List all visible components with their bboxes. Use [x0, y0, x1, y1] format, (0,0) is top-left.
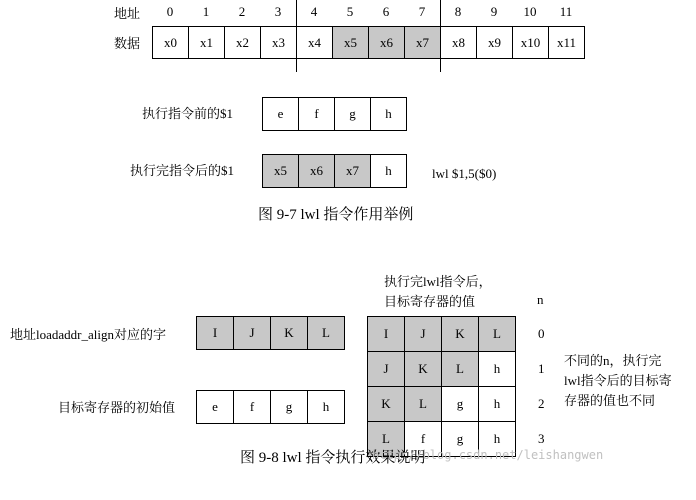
result-byte-cell: J	[367, 351, 405, 387]
memory-byte-cell: x0	[152, 26, 189, 59]
address-number: 1	[202, 4, 210, 19]
figure-9-7-caption: 图 9-7 lwl 指令作用举例	[258, 207, 414, 223]
instruction-text: lwl $1,5($0)	[432, 166, 497, 181]
n-value: 3	[538, 431, 545, 446]
before-register-byte: f	[298, 97, 335, 131]
note-line1: 不同的n，执行完	[564, 353, 662, 368]
after-register-byte: h	[370, 154, 407, 188]
result-byte-cell: g	[441, 421, 479, 457]
memory-byte-cell: x5	[332, 26, 369, 59]
figure-9-8-caption: 图 9-8 lwl 指令执行效果说明	[240, 450, 426, 466]
result-byte-cell: L	[478, 316, 516, 352]
result-title-line1: 执行完lwl指令后，	[384, 274, 492, 289]
initial-value-byte: e	[196, 390, 234, 424]
result-byte-cell: f	[404, 421, 442, 457]
n-value: 2	[538, 396, 545, 411]
memory-byte-cell: x9	[476, 26, 513, 59]
result-byte-cell: K	[441, 316, 479, 352]
address-number: 9	[490, 4, 498, 19]
address-row-label: 地址	[114, 6, 141, 21]
after-register-byte: x7	[334, 154, 371, 188]
initial-value-byte: g	[270, 390, 308, 424]
aligned-word-byte: J	[233, 316, 271, 350]
memory-byte-cell: x7	[404, 26, 441, 59]
watermark: http://blog.csdn.net/leishangwen	[372, 448, 604, 462]
result-byte-cell: h	[478, 386, 516, 422]
memory-byte-cell: x11	[548, 26, 585, 59]
after-register-byte: x5	[262, 154, 299, 188]
after-register-label: 执行完指令后的$1	[130, 163, 235, 178]
address-number: 4	[310, 4, 318, 19]
address-number: 8	[454, 4, 462, 19]
memory-byte-cell: x4	[296, 26, 333, 59]
initial-value-label: 目标寄存器的初始值	[58, 400, 176, 415]
memory-byte-cell: x2	[224, 26, 261, 59]
memory-byte-cell: x10	[512, 26, 549, 59]
address-number: 7	[418, 4, 426, 19]
word-boundary-line-left	[296, 0, 297, 72]
before-register-byte: g	[334, 97, 371, 131]
memory-byte-cell: x8	[440, 26, 477, 59]
n-value: 0	[538, 326, 545, 341]
address-number: 5	[346, 4, 354, 19]
aligned-word-byte: L	[307, 316, 345, 350]
before-register-byte: e	[262, 97, 299, 131]
address-number: 2	[238, 4, 246, 19]
result-byte-cell: K	[367, 386, 405, 422]
address-number: 3	[274, 4, 282, 19]
result-title-line2: 目标寄存器的值	[384, 294, 476, 309]
word-boundary-line-right	[440, 0, 441, 72]
address-number: 6	[382, 4, 390, 19]
result-byte-cell: h	[478, 421, 516, 457]
address-number: 0	[166, 4, 174, 19]
n-value: 1	[538, 361, 545, 376]
n-column-label: n	[537, 292, 544, 307]
data-row-label: 数据	[114, 36, 141, 51]
address-number: 10	[523, 4, 537, 19]
result-byte-cell: J	[404, 316, 442, 352]
memory-byte-cell: x1	[188, 26, 225, 59]
result-byte-cell: I	[367, 316, 405, 352]
memory-byte-cell: x6	[368, 26, 405, 59]
result-byte-cell: K	[404, 351, 442, 387]
after-register-byte: x6	[298, 154, 335, 188]
address-number: 11	[559, 4, 573, 19]
result-byte-cell: h	[478, 351, 516, 387]
result-byte-cell: L	[404, 386, 442, 422]
note-line3: 存器的值也不同	[564, 393, 656, 408]
note-line2: lwl指令后的目标寄	[564, 373, 672, 388]
before-register-label: 执行指令前的$1	[142, 106, 234, 121]
initial-value-byte: f	[233, 390, 271, 424]
aligned-word-byte: I	[196, 316, 234, 350]
aligned-word-label: 地址loadaddr_align对应的字	[10, 327, 166, 342]
result-byte-cell: L	[441, 351, 479, 387]
before-register-byte: h	[370, 97, 407, 131]
memory-byte-cell: x3	[260, 26, 297, 59]
aligned-word-byte: K	[270, 316, 308, 350]
result-byte-cell: g	[441, 386, 479, 422]
result-byte-cell: L	[367, 421, 405, 457]
initial-value-byte: h	[307, 390, 345, 424]
